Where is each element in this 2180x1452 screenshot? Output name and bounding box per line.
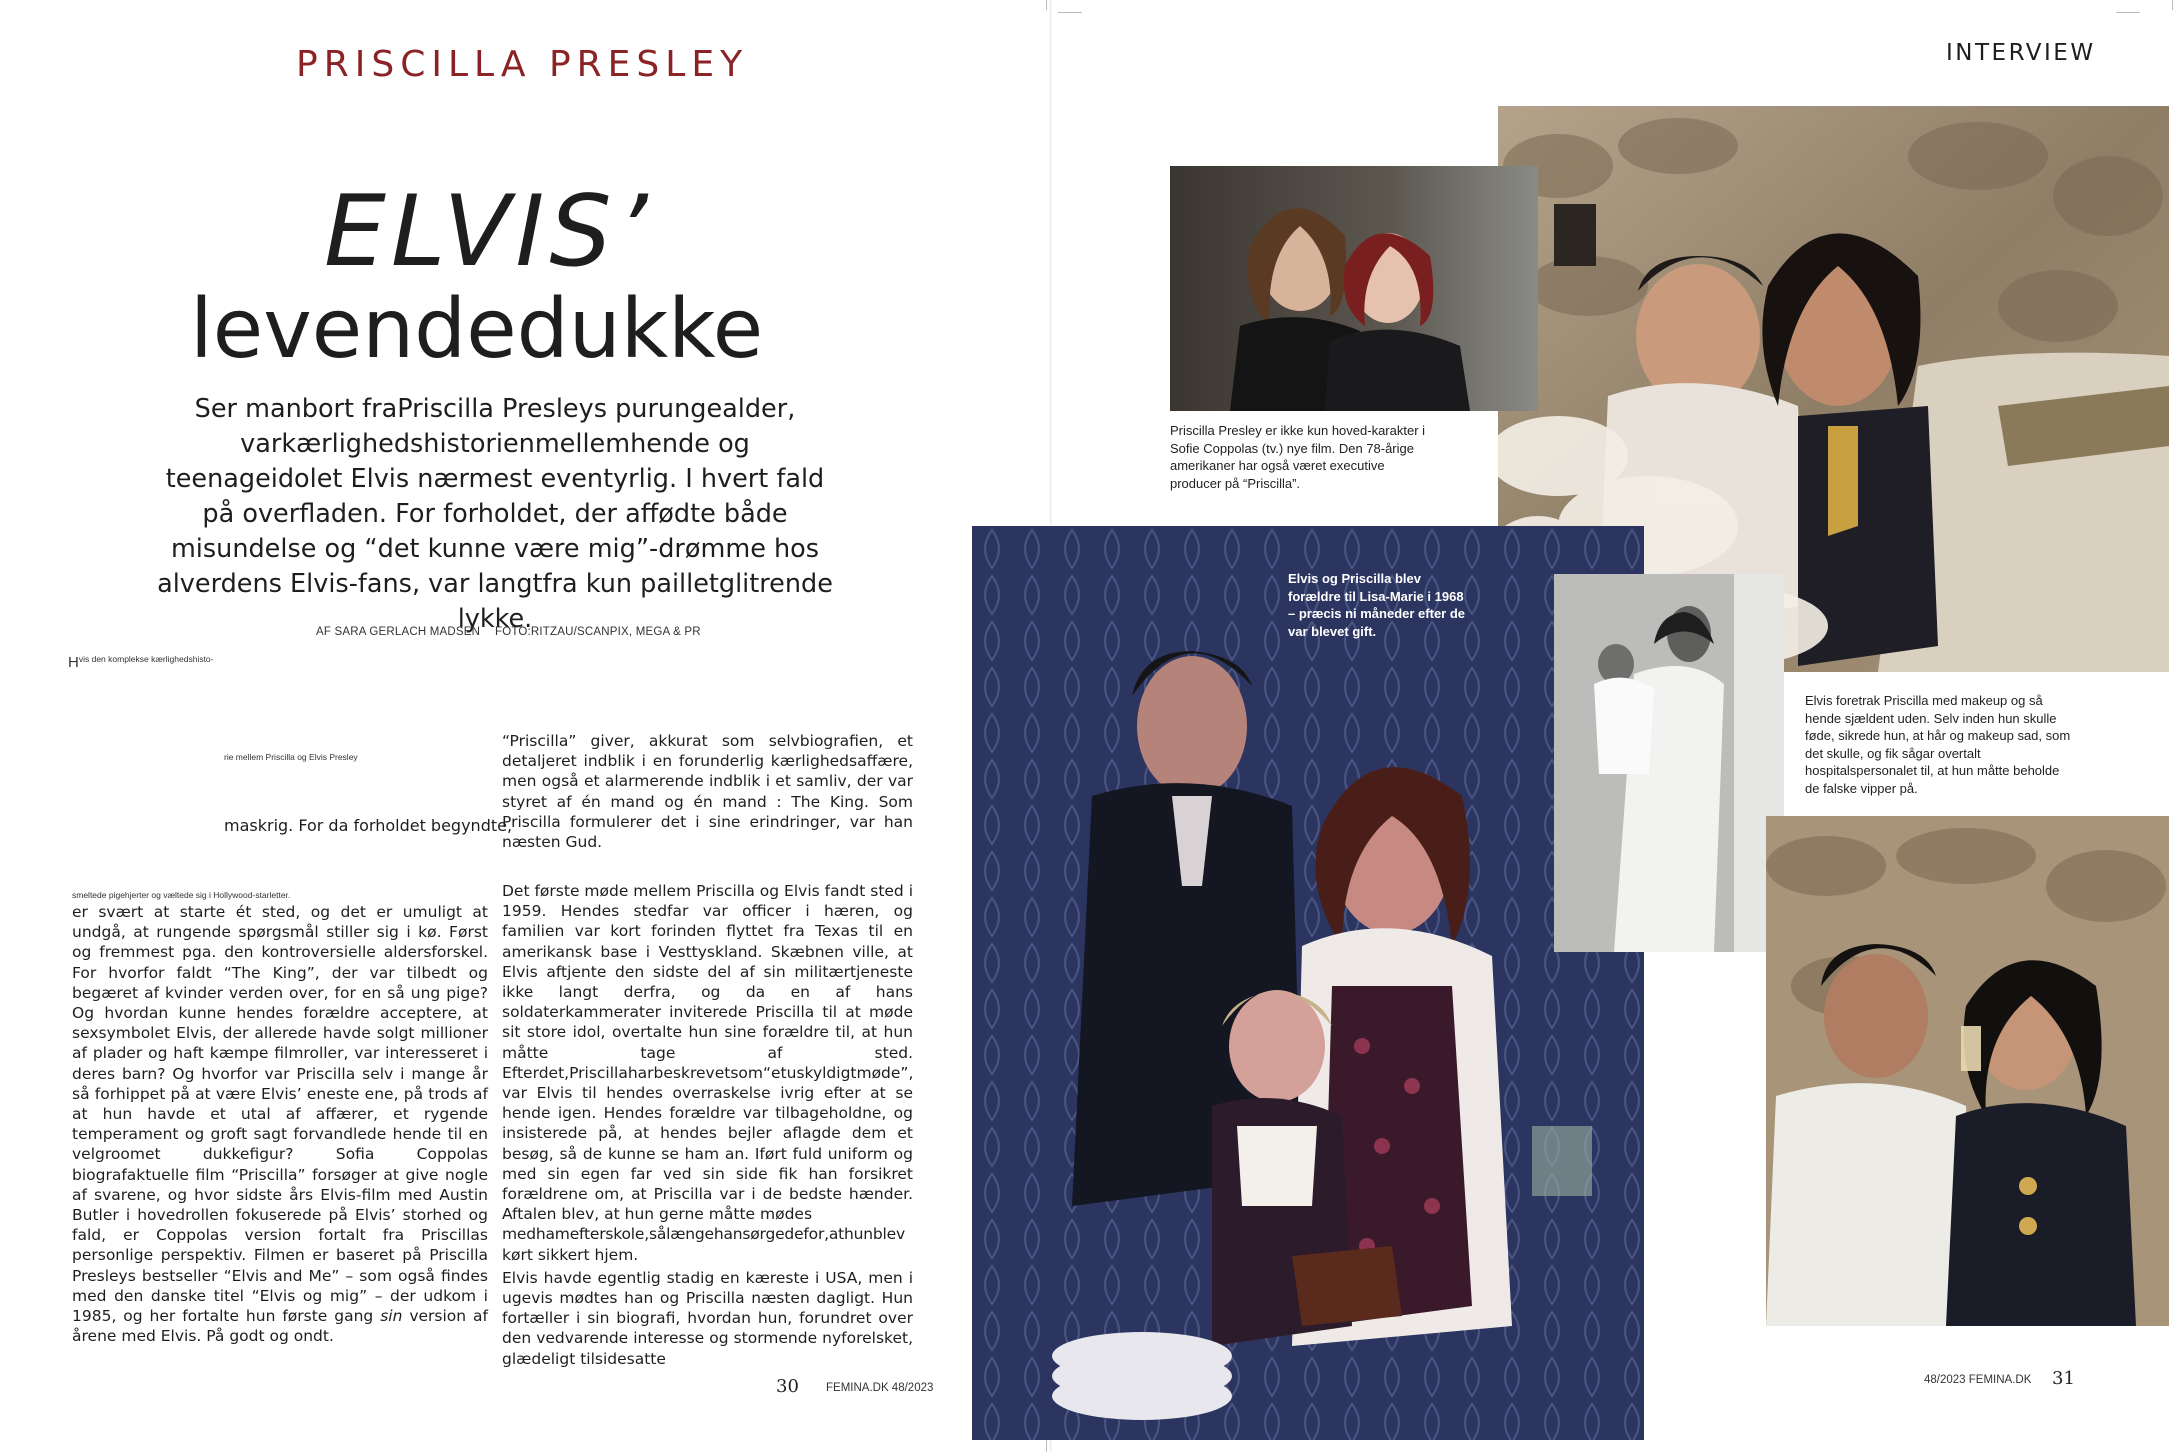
col1-end: version af årene med Elvis. På godt og ondt.	[72, 1307, 488, 1346]
column-2-top: “Priscilla” giver, akkurat som selvbiografien, et detaljeret indblik i en forunderlig kærlighedsaffære, men også et alarmerende indblik i et samliv, der var styret af én mand og én mand : The King. Som Priscilla formulerer det i sine erindringer, var han næsten Gud.	[502, 732, 913, 852]
caption-makeup: Elvis foretrak Priscilla med makeup og så hende sjældent uden. Selv inden hun skulle føde, sikrede hun, at hår og makeup sad, som det skulle, og fik sågar overtalt hospitalspersonalet til, at hun måtte beholde de falske vipper på.	[1805, 693, 2071, 796]
magazine-ref-left: FEMINA.DK 48/2023	[826, 1382, 934, 1394]
fragment-2: rie mellem Priscilla og Elvis Presley	[224, 752, 358, 762]
caption-coppola: Priscilla Presley er ikke kun hoved-karakter i Sofie Coppolas (tv.) nye film. Den 78-årige amerikaner har også været executive producer på “Priscilla”.	[1170, 423, 1426, 491]
byline-photo: FOTO:RITZAU/SCANPIX, MEGA & PR	[494, 626, 701, 638]
col2-paragraph-2: Det første møde mellem Priscilla og Elvis fandt sted i 1959. Hendes stedfar var officer i hæren, og familien var kort forinden flyttet fra Texas til en amerikansk base i Vesttyskland. Skæbnen ville, at Elvis aftjente den sidste del af sin militærtjeneste ikke langt derfra, og da en af hans soldaterkammerater inviterede Priscilla til at møde sit store idol, overtalte hun sine forældre til, at hun måtte tage af sted. Efterdet,Priscillaharbeskrevetsom“etuskyldigtmøde”, var Elvis til hendes overraskelse ivrig efter at se hende igen. Hendes forældre var tilbageholdne, og insisterede på, at hendes bejler aflagde dem et besøg, så de kunne se ham an. Iført fuld uniform og med sin egen far ved sin side fik han forsikret forældrene om, at Priscilla var i de bedste hænder. Aftalen blev, at hun gerne måtte mødes	[502, 882, 914, 1224]
headline-line2: levendedukke	[190, 282, 764, 377]
col2-after: kørt sikkert hjem.	[502, 1245, 639, 1264]
byline	[316, 626, 701, 638]
fragment-1: vis den komplekse kærlighedshisto-	[78, 654, 214, 664]
drop-cap: H	[68, 654, 79, 671]
photo-coppola-priscilla	[1170, 166, 1538, 411]
section-label: INTERVIEW	[1946, 40, 2096, 66]
photo-mother-baby	[1554, 574, 1784, 952]
col2-squashed: medhamefterskole,sålængehansørgedefor,athunblev	[502, 1225, 905, 1244]
page-number-right: 31	[2052, 1368, 2075, 1389]
photo-couple-drinking	[1766, 816, 2169, 1326]
fragment-4: smeltede pigehjerter og væltede sig i Hollywood-starletter.	[72, 890, 291, 900]
magazine-ref-right: 48/2023 FEMINA.DK	[1924, 1374, 2032, 1386]
kicker: PRISCILLA PRESLEY	[296, 44, 749, 85]
byline-author: AF SARA GERLACH MADSEN	[316, 626, 481, 638]
col1-emphasis: sin	[380, 1307, 403, 1326]
column-1-body	[72, 902, 488, 1346]
col1-text: er svært at starte ét sted, og det er umuligt at undgå, at rungende spørgsmål stiller sig i kø. Først og fremmest pga. den kontroversielle aldersforskel. For hvorfor faldt “The King”, der var tilbedt og begæret af kvinder verden over, for en så ung pige? Og hvordan kunne hendes forældre acceptere, at sexsymbolet Elvis, der allerede havde solgt millioner af plader og haft kæmpe filmroller, var interesseret i deres barn? Og hvorfor var Priscilla selv i mange år så forhippet på at være Elvis’ eneste ene, på trods af at hun havde et utal af affærer, et rygende temperament og groft sagt forvandlede hende til en velgroomet dukkefigur? Sofia Coppolas biografaktuelle film “Priscilla” forsøger at give nogle af svarene, og hvor sidste års Elvis-film med Austin Butler i hovedrollen fokuserede på Elvis’ storhed og fald, er Coppolas version fortalt fra Priscillas personlige perspektiv. Filmen er baseret på Priscilla Presleys bestseller “Elvis and Me” – som også findes med den danske titel “Elvis og mig” – der udkom i 1985, og her fortalte hun første gang	[72, 903, 488, 1326]
page-number-left: 30	[776, 1376, 799, 1397]
caption-baby: Elvis og Priscilla blev forældre til Lisa-Marie i 1968 – præcis ni måneder efter de var blevet gift.	[1288, 571, 1466, 639]
fragment-dropcap-line	[68, 654, 214, 672]
deck: Ser manbort fraPriscilla Presleys purungealder, varkærlighedshistorienmellemhende og teenageidolet Elvis nærmest eventyrlig. I hvert fald på overfladen. For forholdet, der affødte både misundelse og “det kunne være mig”-drømme hos alverdens Elvis-fans, var langtfra kun pailletglitrende lykke.	[157, 394, 833, 634]
headline-line1: ELVIS’	[324, 175, 653, 289]
photo-family-birthday	[972, 526, 1644, 1440]
column-2-body	[502, 881, 913, 1369]
fragment-3: maskrig. For da forholdet begyndte,	[224, 816, 513, 835]
col2-paragraph-3: Elvis havde egentlig stadig en kæreste i USA, men i ugevis mødtes han og Priscilla næsten dagligt. Hun fortæller i sin biografi, hvordan hun, forundret over den vedvarende interesse og stormende nyforelsket, glædeligt tilsidesatte	[502, 1268, 913, 1368]
